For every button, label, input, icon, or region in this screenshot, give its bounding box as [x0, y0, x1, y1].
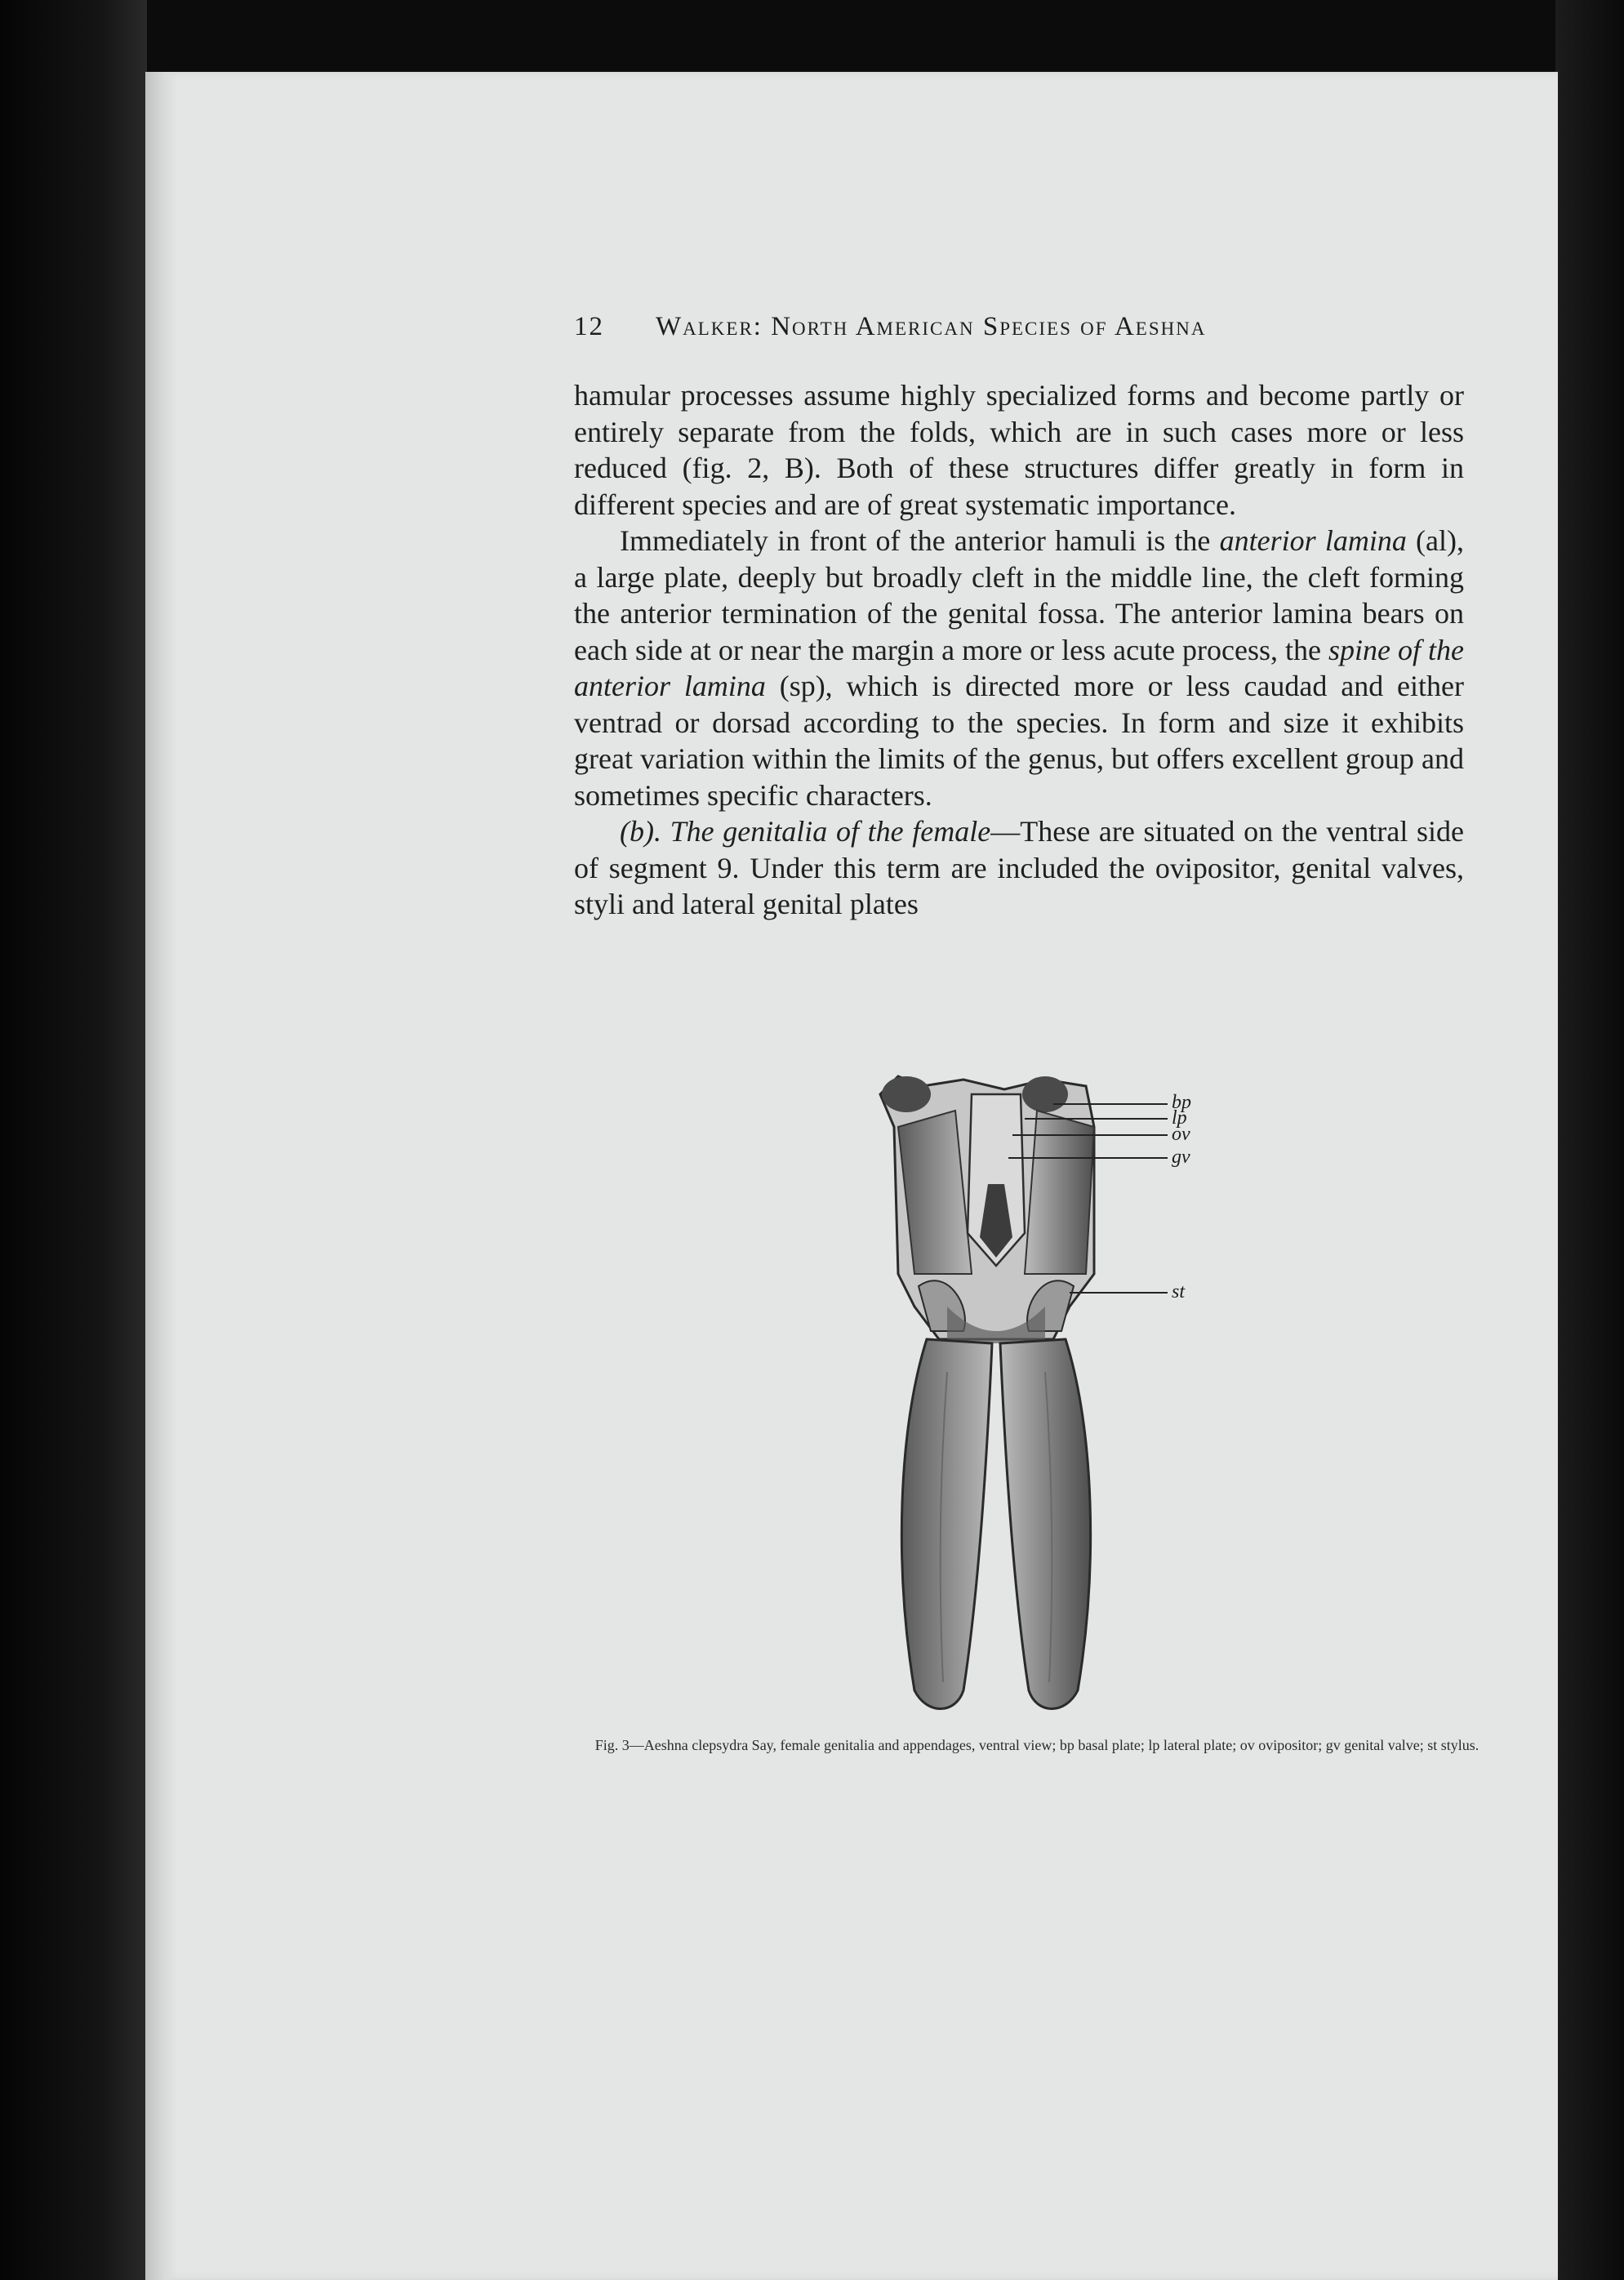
label-genital-valve: gv — [1172, 1147, 1190, 1168]
running-title: Walker: North American Species of Aeshna — [656, 312, 1207, 341]
paragraph-text: Immediately in front of the anterior hamuli is the — [620, 524, 1220, 557]
label-lateral-plate: lp — [1172, 1107, 1187, 1129]
scan-border-left — [0, 0, 147, 2280]
label-basal-plate: bp — [1172, 1092, 1191, 1113]
page-number: 12 — [574, 312, 604, 341]
term-anterior-lamina: anterior lamina — [1219, 524, 1407, 557]
scan-border-right — [1555, 0, 1624, 2280]
paragraph-female-genitalia — [574, 813, 1464, 923]
label-ovipositor: ov — [1172, 1124, 1190, 1145]
paragraph-anterior-lamina — [574, 523, 1464, 813]
page-binding-edge — [145, 72, 178, 2280]
genitalia-illustration — [849, 1062, 1257, 1731]
figure-genitalia — [849, 1062, 1257, 1731]
paragraph-text: (al), a large plate, deeply but broadly cleft in the middle line, the cleft forming the anterior termination of the genital fossa. The anterior lamina bears on each side at or near the margin a more or less acute process, the — [574, 524, 1465, 666]
term-spine-anterior-lamina: spine of the anterior lamina — [574, 633, 1464, 702]
paragraph-text: hamular processes assume highly specialized forms and become partly or entirely separate from the folds, which are in such cases more or less reduced (fig. 2, B). Both of these structures differ greatly in form in different species and are of great systematic importance. — [574, 379, 1464, 521]
body-text — [574, 377, 1464, 923]
label-stylus: st — [1172, 1281, 1186, 1303]
running-header — [574, 312, 1395, 351]
paragraph-text: —These are situated on the ventral side of segment 9. Under this term are included the ovipositor, genital valves, styli and lateral genital plates — [574, 815, 1465, 920]
figure-caption: Fig. 3—Aeshna clepsydra Say, female genitalia and appendages, ventral view; bp basal plate; lp lateral plate; ov ovipositor; gv genital valve; st stylus. — [594, 1737, 1479, 1753]
paragraph-hamular — [574, 377, 1464, 523]
paragraph-text: (sp), which is directed more or less caudad and either ventrad or dorsad according to the species. In form and size it exhibits great variation within the limits of the genus, but offers excellent group and sometimes specific characters. — [574, 670, 1464, 812]
section-lead: (b). The genitalia of the female — [620, 815, 991, 848]
